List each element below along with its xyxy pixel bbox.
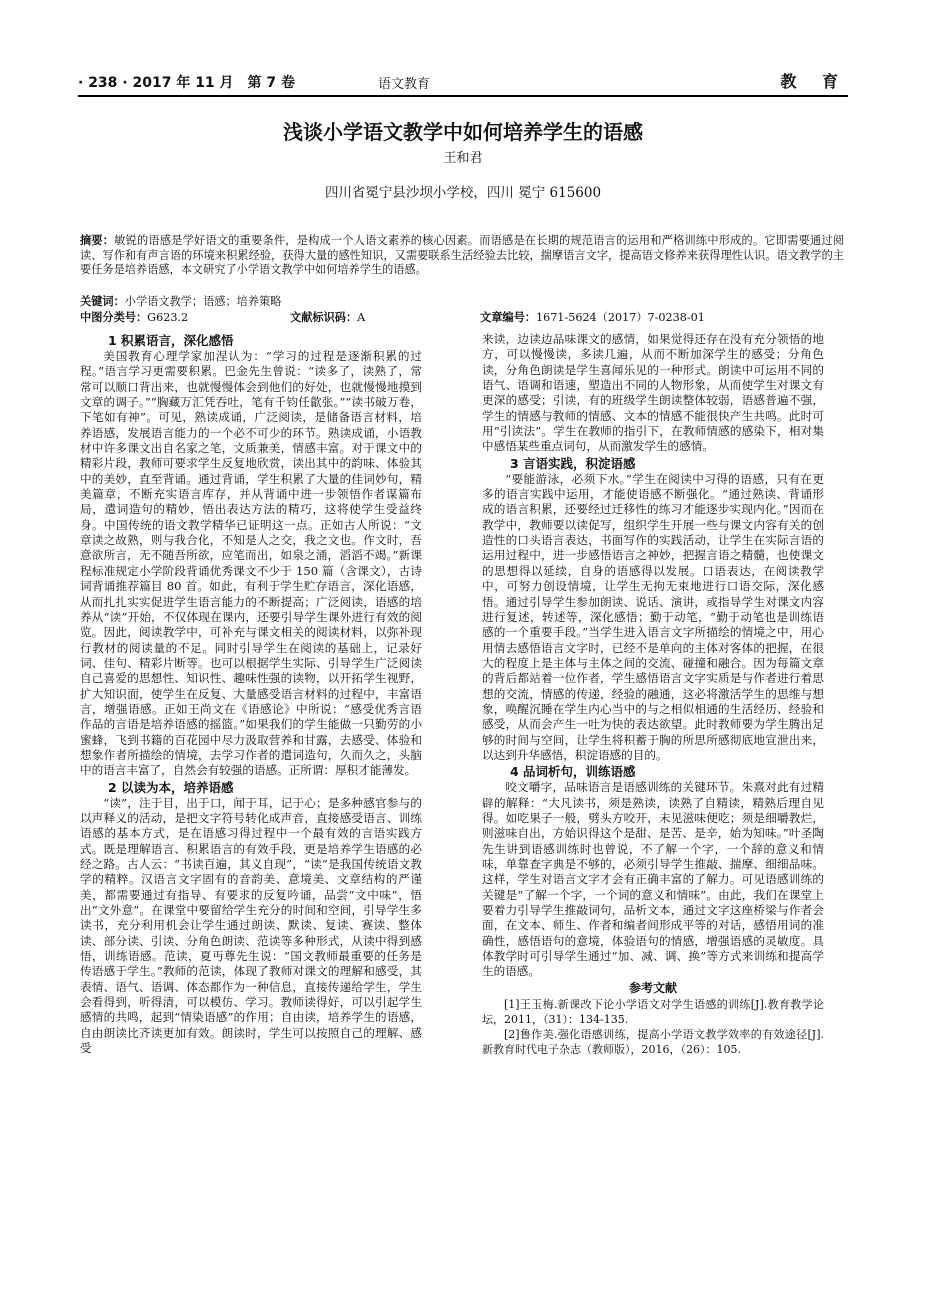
section-4-heading: 4 品词析句，训练语感 bbox=[510, 764, 636, 780]
reference-item: [1]王玉梅.新课改下论小学语文对学生语感的训练[J].教育教学论坛，2011，（31）：134-135. bbox=[482, 997, 824, 1026]
cls-label: 中图分类号： bbox=[80, 311, 148, 324]
doc-code-value: A bbox=[357, 311, 366, 324]
classification-line bbox=[80, 309, 844, 325]
left-column bbox=[80, 332, 422, 1056]
abstract-text: 敏锐的语感是学好语文的重要条件，是构成一个人语文素养的核心因素。而语感是在长期的规范语言的运用和严格训练中形成的。它即需要通过阅读、写作和有声言语的环境来积累经验，获得大量的感性知识，又需要联系生活经验去比较，揣摩语言文字，提高语文修养来获得理性认识。语文教学的主要任务是培养语感，本文研究了小学语文教学中如何培养学生的语感。 bbox=[80, 234, 844, 276]
section-3-paragraph: “要能游泳，必须下水。”学生在阅读中习得的语感，只有在更多的语言实践中运用，才能使语感不断强化。“通过熟读、背诵形成的语言积累，还要经过迁移性的练习才能逐步实现内化。”因而在教学中，教师要以读促写，组织学生开展一些与课文内容有关的创造性的口头语言表达，书面写作的实践活动，让学生在实际言语的运用过程中，进一步感悟语言之神妙，把握言语之精髓，也使课文的思想得以延续，自身的语感得以发展。口语表达，在阅读教学中，可努力创设情境，让学生无拘无束地进行口语交际，深化感悟。通过引导学生参加朗读、说话、演讲，或指导学生对课文内容进行复述，转述等，深化感悟；勤于动笔，“勤于动笔也是训练语感的一个重要手段。”当学生进入语言文字所描绘的情境之中，用心用情去感悟语言文字时，已经不是单向的主体对客体的把握，在很大的程度上是主体与主体之间的交流、碰撞和融合。因为每篇文章的背后都站着一位作者，学生感悟语言文字实质是与作者进行着思想的交流，情感的传递，经验的融通，这必将激活学生的思维与想象，唤醒沉睡在学生内心当中的与之相似相通的生活经历、经验和感受，从而会产生一吐为快的表达欲望。此时教师要为学生腾出足够的时间与空间，让学生将积蓄于胸的所思所感彻底地宣泄出来，以达到升华感悟，积淀语感的目的。 bbox=[482, 471, 824, 762]
section-2-heading: 2 以读为本，培养语感 bbox=[108, 779, 234, 795]
keywords-text: 小学语文教学；语感；培养策略 bbox=[124, 295, 282, 308]
journal-section: 语文教育 bbox=[378, 77, 431, 92]
section-3-heading: 3 言语实践，积淀语感 bbox=[510, 455, 636, 471]
section-4-paragraph: 咬文嚼字，品味语言是语感训练的关键环节。朱熹对此有过精辟的解释：“大凡读书，须是熟读，读熟了自精读，精熟后理自见得。如吃果子一般，劈头方咬开，未见滋味便吃；须是细嚼教烂，则滋味自出，方始识得这个是甜、是苦、是辛，始为知味。”叶圣陶先生讲到语感训练时也曾说，不了解一个字，一个辞的意义和情味，单靠查字典是不够的，必须引导学生推敲、揣摩、细细品味。这样，学生对语言文字才会有正确丰富的了解力。可见语感训练的关键是“了解一个字，一个词的意义和情味”。由此，我们在课堂上要着力引导学生推敲词句，品析文本，通过文字这座桥梁与作者会面，在文本、师生、作者和编者间形成平等的对话，感悟用词的准确性，感悟语句的意境，体验语句的情感，增强语感的灵敏度。具体教学时可引导学生通过“加、减、调、换”等方式来训练和提高学生的语感。 bbox=[482, 780, 824, 979]
reference-item: [2]鲁作美.强化语感训练，提高小学语文教学效率的有效途径[J].新教育时代电子杂志（教师版），2016，（26）：105. bbox=[482, 1027, 824, 1056]
author-affiliation: 四川省冕宁县沙坝小学校，四川 冕宁 615600 bbox=[324, 185, 602, 201]
journal-name: 教 育 bbox=[780, 72, 848, 91]
article-title: 浅谈小学语文教学中如何培养学生的语感 bbox=[283, 120, 643, 144]
keywords bbox=[80, 293, 844, 309]
section-2-paragraph: “读”，注于目，出于口，闻于耳，记于心；是多种感官参与的以声释义的活动，是把文字符号转化成声音，直接感受语言、训练语感的基本方式，是在语感习得过程中一个最有效的言语实践方式。既是理解语言、积累语言的有效手段，更是培养学生语感的必经之路。古人云：“书读百遍，其义自现”，“读”是我国传统语文教学的精粹。汉语言文字固有的音韵美、意境美、文章结构的严谨美，都需要通过有指导、有要求的反复吟诵，品尝“文中味”，悟出“文外意”。在课堂中要留给学生充分的时间和空间，引导学生多读书，充分利用机会让学生通过朗读、默读、复读、赛读、整体读、部分读、引读、分角色朗读、范读等多种形式，从读中得到感悟，训练语感。范读，夏丏尊先生说：“国文教师最重要的任务是传语感于学生。”教师的范读，体现了教师对课文的理解和感受，其表情、语气、语调、体态都作为一种信息，直接传递给学生，学生会看得到，听得清，可以模仿、学习。教师读得好，可以引起学生感情的共鸣，起到“情染语感”的作用；自由读，培养学生的语感，自由朗读比齐读更加有效。朗读时，学生可以按照自己的理解、感受 bbox=[80, 795, 422, 1056]
doc-code-label: 文献标识码： bbox=[290, 311, 358, 324]
author-name: 王和君 bbox=[443, 151, 483, 166]
section-1-paragraph: 美国教育心理学家加涅认为：“学习的过程是逐渐积累的过程。”语言学习更需要积累。巴金先生曾说：“读多了，读熟了，常常可以顺口背出来，也就慢慢体会到他们的好处，也就慢慢地摸到文章的调子。”“胸藏万汇凭吞吐，笔有千钧任歙张。”“读书破万卷，下笔如有神”。可见，熟读成诵，广泛阅读，是储备语言材料，培养语感，发展语言能力的一个必不可少的环节。熟读成诵，小语教材中许多课文出自名家之笔，文质兼美，情感丰富。对于课文中的精彩片段，教师可要求学生反复地欣赏，读出其中的韵味、体验其中的美妙，直至背诵。通过背诵，学生积累了大量的佳词妙句，精美篇章，不断充实语言库存，并从背诵中进一步领悟作者谋篇布局，遣词造句的精妙，悟出表达方法的精巧，这将使学生受益终身。中国传统的语文教学精华已证明这一点。正如古人所说：“文章读之故熟，则与我合化，不知是人之交，我之文也。作文时，吾意欲所言，无不随吾所欲，应笔而出，如泉之涌，滔滔不竭。”新课程标准规定小学阶段背诵优秀课文不少于 150 篇（含课文），古诗词背诵推荐篇目 80 首。如此，有利于学生贮存语言，深化语感，从而扎扎实实促进学生语言能力的不断提高；广泛阅读，语感的培养从“读”开始，不仅体现在课内，还要引导学生课外进行有效的阅览。因此，阅读教学中，可补充与课文相关的阅读材料，以弥补现行教材的阅读量的不足。同时引导学生在阅读的基础上，记录好词、佳句、精彩片断等。也可以根据学生实际、引导学生广泛阅读自己喜爱的思想性、知识性、趣味性强的读物，以开拓学生视野，扩大知识面，使学生在反复、大量感受语言材料的过程中，丰富语言，增强语感。正如王尚文在《语感论》中所说：“感受优秀言语作品的言语是培养语感的摇篮。”如果我们的学生能做一只勤劳的小蜜蜂，飞到书籍的百花园中尽力汲取营养和甘露，去感受、体验和想象作者所描绘的情境，去学习作者的遣词造句，久而久之，头脑中的语言丰富了，自然会有较强的语感。正所谓：厚积才能薄发。 bbox=[80, 349, 422, 778]
running-header bbox=[78, 66, 848, 97]
abstract bbox=[80, 234, 844, 278]
keywords-label: 关键词： bbox=[80, 295, 125, 308]
abstract-label: 摘要： bbox=[80, 234, 115, 247]
issue-info: · 238 · 2017 年 11 月 第 7 卷 bbox=[78, 75, 296, 91]
cls-value: G623.2 bbox=[147, 311, 189, 324]
article-no-value: 1671-5624（2017）7-0238-01 bbox=[535, 311, 705, 324]
right-column bbox=[482, 332, 824, 1057]
article-no-label: 文章编号： bbox=[480, 311, 536, 324]
references-heading: 参考文献 bbox=[628, 980, 677, 995]
section-2-continuation: 来读，边读边品味课文的感情，如果觉得还存在没有充分领悟的地方，可以慢慢读，多读几遍，从而不断加深学生的感受；分角色读，分角色朗读是学生喜闻乐见的一种形式。朗读中可运用不同的语气、语调和语速，塑造出不同的人物形象，从而使学生对课文有更深的感受；引读，有的班级学生朗读整体较弱，语感普遍不强，学生的情感与教师的情感、文本的情感不能很快产生共鸣。此时可用“引读法”。学生在教师的指引下，在教师情感的感染下，相对集中感悟某些重点词句，从而激发学生的感情。 bbox=[482, 332, 824, 454]
section-1-heading: 1 积累语言，深化感悟 bbox=[108, 333, 234, 348]
